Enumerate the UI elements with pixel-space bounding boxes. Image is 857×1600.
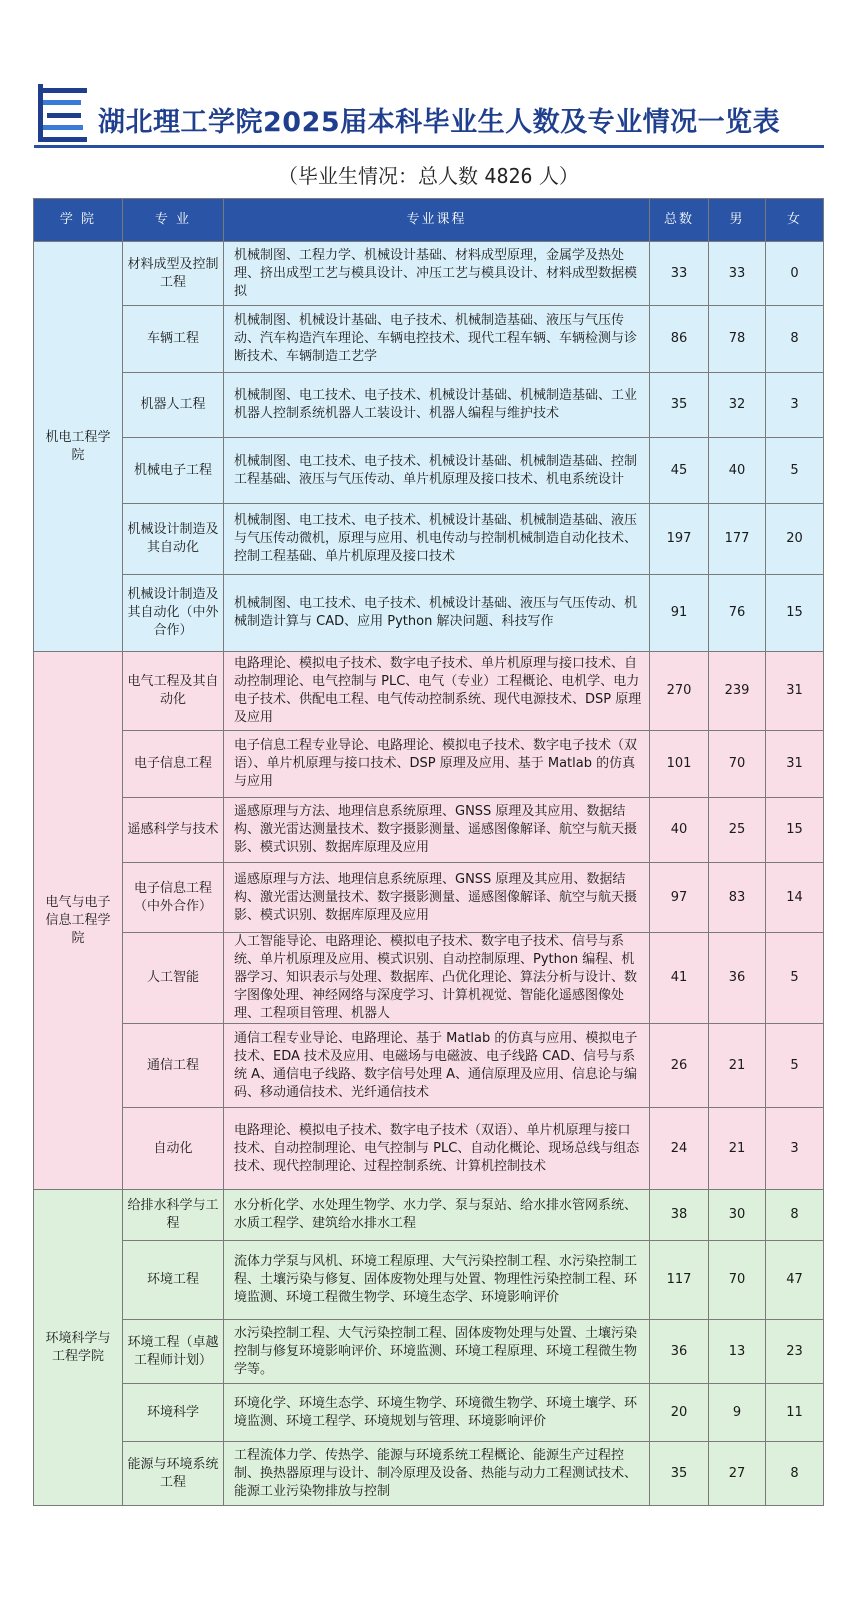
table-row — [34, 1320, 824, 1384]
male-count-cell: 78 — [709, 306, 766, 373]
male-count-cell: 30 — [709, 1190, 766, 1241]
total-count-cell: 33 — [650, 242, 709, 306]
table-row — [34, 575, 824, 652]
table-row — [34, 306, 824, 373]
total-count-cell: 101 — [650, 731, 709, 798]
male-count-cell: 70 — [709, 1241, 766, 1320]
female-count-cell: 5 — [766, 933, 824, 1024]
male-count-cell: 40 — [709, 438, 766, 504]
male-count-cell: 70 — [709, 731, 766, 798]
courses-cell: 机械制图、机械设计基础、电子技术、机械制造基础、液压与气压传动、汽车构造汽车理论、车辆电控技术、现代工程车辆、车辆检测与诊断技术、车辆制造工艺学 — [224, 306, 650, 373]
courses-cell: 电路理论、模拟电子技术、数字电子技术、单片机原理与接口技术、自动控制理论、电气控制与 PLC、电气（专业）工程概论、电机学、电力电子技术、供配电工程、电气传动控制系统、现代电源技术、DSP 原理及应用 — [224, 652, 650, 731]
courses-cell: 水污染控制工程、大气污染控制工程、固体废物处理与处置、土壤污染控制与修复环境影响评价、环境监测、环境工程原理、环境工程微生物学等。 — [224, 1320, 650, 1384]
major-cell: 车辆工程 — [123, 306, 224, 373]
total-count-cell: 26 — [650, 1024, 709, 1108]
major-cell: 机械设计制造及其自动化（中外合作） — [123, 575, 224, 652]
total-count-cell: 35 — [650, 1442, 709, 1506]
table-row — [34, 438, 824, 504]
courses-cell: 机械制图、电工技术、电子技术、机械设计基础、机械制造基础、液压与气压传动微机，原理与应用、机电传动与控制机械制造自动化技术、控制工程基础、单片机原理及接口技术 — [224, 504, 650, 575]
major-cell: 人工智能 — [123, 933, 224, 1024]
courses-cell: 工程流体力学、传热学、能源与环境系统工程概论、能源生产过程控制、换热器原理与设计、制冷原理及设备、热能与动力工程测试技术、能源工业污染物排放与控制 — [224, 1442, 650, 1506]
major-cell: 电气工程及其自动化 — [123, 652, 224, 731]
male-count-cell: 21 — [709, 1108, 766, 1190]
courses-cell: 电路理论、模拟电子技术、数字电子技术（双语）、单片机原理与接口技术、自动控制理论、电气控制与 PLC、自动化概论、现场总线与组态技术、现代控制理论、过程控制系统、计算机控制技术 — [224, 1108, 650, 1190]
major-cell: 环境科学 — [123, 1384, 224, 1442]
courses-cell: 人工智能导论、电路理论、模拟电子技术、数字电子技术、信号与系统、单片机原理及应用、模式识别、自动控制原理、Python 编程、机器学习、知识表示与处理、数据库、凸优化理论、算法分析与设计、数字图像处理、神经网络与深度学习、计算机视觉、智能化遥感图像处理、工程项目管理、机器人 — [224, 933, 650, 1024]
table-row — [34, 504, 824, 575]
subtitle-suffix: 人） — [532, 164, 579, 188]
major-cell: 机械电子工程 — [123, 438, 224, 504]
column-header: 女 — [766, 199, 824, 242]
table-row — [34, 1190, 824, 1241]
courses-cell: 机械制图、电工技术、电子技术、机械设计基础、液压与气压传动、机械制造计算与 CAD、应用 Python 解决问题、科技写作 — [224, 575, 650, 652]
female-count-cell: 14 — [766, 863, 824, 933]
table-row — [34, 1108, 824, 1190]
total-count-cell: 197 — [650, 504, 709, 575]
table-row — [34, 1442, 824, 1506]
total-count-cell: 45 — [650, 438, 709, 504]
courses-cell: 通信工程专业导论、电路理论、基于 Matlab 的仿真与应用、模拟电子技术、EDA 技术及应用、电磁场与电磁波、电子线路 CAD、信号与系统 A、通信电子线路、数字信号处理 A、通信原理及应用、信息论与编码、移动通信技术、光纤通信技术 — [224, 1024, 650, 1108]
major-cell: 环境工程 — [123, 1241, 224, 1320]
male-count-cell: 239 — [709, 652, 766, 731]
female-count-cell: 3 — [766, 373, 824, 438]
major-cell: 电子信息工程（中外合作） — [123, 863, 224, 933]
female-count-cell: 15 — [766, 575, 824, 652]
female-count-cell: 20 — [766, 504, 824, 575]
courses-cell: 机械制图、电工技术、电子技术、机械设计基础、机械制造基础、控制工程基础、液压与气压传动、单片机原理及接口技术、机电系统设计 — [224, 438, 650, 504]
male-count-cell: 13 — [709, 1320, 766, 1384]
major-cell: 通信工程 — [123, 1024, 224, 1108]
courses-cell: 机械制图、电工技术、电子技术、机械设计基础、机械制造基础、工业机器人控制系统机器人工装设计、机器人编程与维护技术 — [224, 373, 650, 438]
female-count-cell: 3 — [766, 1108, 824, 1190]
total-count-cell: 270 — [650, 652, 709, 731]
table-row — [34, 652, 824, 731]
column-header: 学 院 — [34, 199, 123, 242]
table-row — [34, 242, 824, 306]
table-row — [34, 1384, 824, 1442]
male-count-cell: 32 — [709, 373, 766, 438]
female-count-cell: 0 — [766, 242, 824, 306]
male-count-cell: 76 — [709, 575, 766, 652]
courses-cell: 遥感原理与方法、地理信息系统原理、GNSS 原理及其应用、数据结构、激光雷达测量技术、数字摄影测量、遥感图像解译、航空与航天摄影、模式识别、数据库原理及应用 — [224, 863, 650, 933]
subtitle-prefix: （毕业生情况：总人数 — [278, 164, 485, 188]
major-cell: 机械设计制造及其自动化 — [123, 504, 224, 575]
female-count-cell: 5 — [766, 1024, 824, 1108]
male-count-cell: 83 — [709, 863, 766, 933]
female-count-cell: 31 — [766, 652, 824, 731]
courses-cell: 流体力学泵与风机、环境工程原理、大气污染控制工程、水污染控制工程、土壤污染与修复、固体废物处理与处置、物理性污染控制工程、环境监测、环境工程微生物学、环境生态学、环境影响评价 — [224, 1241, 650, 1320]
major-cell: 能源与环境系统工程 — [123, 1442, 224, 1506]
male-count-cell: 36 — [709, 933, 766, 1024]
total-count-cell: 24 — [650, 1108, 709, 1190]
female-count-cell: 23 — [766, 1320, 824, 1384]
table-header-row — [34, 199, 824, 242]
total-count-cell: 38 — [650, 1190, 709, 1241]
column-header: 男 — [709, 199, 766, 242]
major-cell: 机器人工程 — [123, 373, 224, 438]
page-subtitle — [0, 160, 857, 189]
total-count-cell: 97 — [650, 863, 709, 933]
table-row — [34, 863, 824, 933]
major-cell: 环境工程（卓越工程师计划） — [123, 1320, 224, 1384]
male-count-cell: 27 — [709, 1442, 766, 1506]
total-graduates: 4826 — [484, 164, 533, 188]
male-count-cell: 177 — [709, 504, 766, 575]
title-underline — [34, 145, 824, 148]
table-body — [34, 242, 824, 1506]
major-cell: 自动化 — [123, 1108, 224, 1190]
column-header: 总数 — [650, 199, 709, 242]
table-row — [34, 1241, 824, 1320]
major-cell: 给排水科学与工程 — [123, 1190, 224, 1241]
total-count-cell: 91 — [650, 575, 709, 652]
table-row — [34, 1024, 824, 1108]
courses-cell: 机械制图、工程力学、机械设计基础、材料成型原理，金属学及热处理、挤出成型工艺与模具设计、冲压工艺与模具设计、材料成型数据模拟 — [224, 242, 650, 306]
major-cell: 遥感科学与技术 — [123, 798, 224, 863]
male-count-cell: 9 — [709, 1384, 766, 1442]
table-row — [34, 798, 824, 863]
table-row — [34, 933, 824, 1024]
e-letter-logo-icon — [34, 84, 90, 144]
courses-cell: 遥感原理与方法、地理信息系统原理、GNSS 原理及其应用、数据结构、激光雷达测量技术、数字摄影测量、遥感图像解译、航空与航天摄影、模式识别、数据库原理及应用 — [224, 798, 650, 863]
female-count-cell: 8 — [766, 1442, 824, 1506]
female-count-cell: 8 — [766, 306, 824, 373]
male-count-cell: 21 — [709, 1024, 766, 1108]
male-count-cell: 33 — [709, 242, 766, 306]
total-count-cell: 41 — [650, 933, 709, 1024]
column-header: 专业课程 — [224, 199, 650, 242]
graduates-table — [33, 198, 824, 1506]
column-header: 专 业 — [123, 199, 224, 242]
female-count-cell: 5 — [766, 438, 824, 504]
page-title: 湖北理工学院2025届本科毕业生人数及专业情况一览表 — [98, 107, 781, 138]
total-count-cell: 86 — [650, 306, 709, 373]
total-count-cell: 36 — [650, 1320, 709, 1384]
female-count-cell: 31 — [766, 731, 824, 798]
major-cell: 材料成型及控制工程 — [123, 242, 224, 306]
female-count-cell: 47 — [766, 1241, 824, 1320]
table-row — [34, 373, 824, 438]
total-count-cell: 40 — [650, 798, 709, 863]
college-cell: 电气与电子信息工程学院 — [34, 652, 123, 1190]
courses-cell: 电子信息工程专业导论、电路理论、模拟电子技术、数字电子技术（双语）、单片机原理与接口技术、DSP 原理及应用、基于 Matlab 的仿真与应用 — [224, 731, 650, 798]
total-count-cell: 35 — [650, 373, 709, 438]
courses-cell: 环境化学、环境生态学、环境生物学、环境微生物学、环境土壤学、环境监测、环境工程学、环境规划与管理、环境影响评价 — [224, 1384, 650, 1442]
college-cell: 机电工程学院 — [34, 242, 123, 652]
table-row — [34, 731, 824, 798]
female-count-cell: 15 — [766, 798, 824, 863]
major-cell: 电子信息工程 — [123, 731, 224, 798]
total-count-cell: 20 — [650, 1384, 709, 1442]
courses-cell: 水分析化学、水处理生物学、水力学、泵与泵站、给水排水管网系统、水质工程学、建筑给水排水工程 — [224, 1190, 650, 1241]
female-count-cell: 11 — [766, 1384, 824, 1442]
college-cell: 环境科学与工程学院 — [34, 1190, 123, 1506]
male-count-cell: 25 — [709, 798, 766, 863]
female-count-cell: 8 — [766, 1190, 824, 1241]
total-count-cell: 117 — [650, 1241, 709, 1320]
